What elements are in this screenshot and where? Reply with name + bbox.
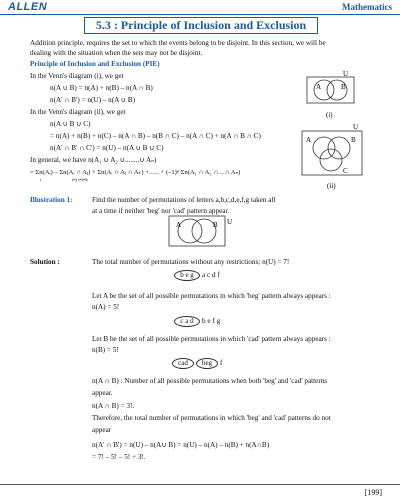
venn-diagram-ii <box>300 122 372 192</box>
solution-intersection-def-2: appear. <box>92 389 113 397</box>
venn-diagram-i <box>306 70 362 120</box>
venn2-label: In the Venn's diagram (ii), we get <box>30 108 126 116</box>
solution-final-expression: n(A' ∩ B') = n(U) – n(A∪ B) = n(U) – n(A) – n(B) + n(A∩B) <box>92 441 270 449</box>
solution-intersection-value: n(A ∩ B) = 3!. <box>92 402 135 410</box>
illustration-text-1: Find the number of permutations of letters a,b,c,d,e,f,g taken all <box>92 196 276 204</box>
solution-label: Solution : <box>30 258 60 266</box>
oval-cad: c a d <box>174 316 200 327</box>
ill-venn-a-label: A <box>176 221 182 229</box>
section-title: 5.3 : Principle of Inclusion and Exclusion <box>84 17 318 34</box>
venn-i-u-label: U <box>343 70 349 78</box>
solution-set-b: Let B be the set of all possible permutations in which 'cad' pattern always appears : <box>92 335 331 343</box>
illustration-label: Illustration 1: <box>30 196 73 204</box>
venn-ii-u-label: U <box>353 123 359 131</box>
venn-i-a-label: A <box>316 83 322 91</box>
solution-total-permutations: The total number of permutations without any restrictions; n(U) = 7! <box>92 258 290 266</box>
illustration-text-2: at a time if neither 'beg' nor 'cad' pattern appear. <box>92 207 230 215</box>
oval-f: f <box>220 359 223 367</box>
intro-line-1: Addition principle, requires the set to which the events belong to be disjoint. In this section, we will be <box>30 39 326 47</box>
solution-nb: n(B) = 5! <box>92 346 119 354</box>
brand-logo: ALLEN <box>8 1 48 13</box>
solution-therefore: Therefore, the total number of permutations in which 'beg' and 'cad' patterns do not <box>92 414 331 422</box>
ill-venn-b-label: B <box>213 221 218 229</box>
solution-final-value: = 7! – 5! – 5! + 3!. <box>92 453 146 461</box>
header-divider <box>0 14 400 15</box>
equation-union-three-expansion: = n(A) + n(B) + n(C) – n(A ∩ B) – n(B ∩ C) – n(A ∩ C) + n(A ∩ B ∩ C) <box>50 132 261 140</box>
equation-union-two: n(A ∪ B) = n(A) + n(B) – n(A ∩ B) <box>50 84 153 92</box>
intro-line-2: dealing with the situation when the sets may not be disjoint. <box>30 49 203 57</box>
page-number: [199] <box>364 488 382 497</box>
pie-heading: Principle of Inclusion and Exclusion (PIE) <box>30 60 160 68</box>
equation-union-three: n(A ∪ B ∪ C) <box>50 120 91 128</box>
oval-beg-2: beg <box>196 358 218 369</box>
equation-complement-two: n(A' ∩ B') = n(U) – n(A ∪ B) <box>50 96 135 104</box>
solution-na: n(A) = 5! <box>92 303 120 311</box>
footer-divider <box>0 484 400 485</box>
general-statement: In general, we have n(A₁ ∪ A₂ ∪........∪ Aₙ) <box>30 156 157 164</box>
solution-set-a: Let A be the set of all possible permutations in which 'beg' pattern always appears : <box>92 292 331 300</box>
subject-label: Mathematics <box>342 2 392 12</box>
solution-intersection-def: n(A ∩ B) : Number of all possible permutations when both 'beg' and 'cad' patterns <box>92 377 328 385</box>
venn-ii-caption: (ii) <box>327 182 336 190</box>
venn-ii-a-label: A <box>306 136 312 144</box>
venn-i-b-label: B <box>341 83 346 91</box>
equation-complement-three: n(A' ∩ B' ∩ C') = n(U) – n(A ∪ B ∪ C) <box>50 144 164 152</box>
oval-cad-rest: b e f g <box>202 317 221 325</box>
general-formula: = Σn(Aᵢ) – Σn(Aᵢ ∩ Aⱼ) + Σn(Aᵢ ∩ Aⱼ ∩ Aₖ) +...... + (–1)ⁿ Σn(A₁ ∩ A₂ ∩....∩ Aₙ) <box>30 169 241 176</box>
venn-ii-c-label: C <box>343 167 348 175</box>
solution-therefore-2: appear <box>92 426 112 434</box>
venn-i-caption: (i) <box>326 111 333 119</box>
oval-beg: b e g <box>174 270 200 281</box>
general-formula-subscripts: i≠j i≠j≠k <box>72 177 88 182</box>
oval-beg-rest: a c d f <box>202 271 220 279</box>
general-formula-subscript-i: i <box>40 177 42 182</box>
venn-ii-b-label: B <box>351 136 356 144</box>
ill-venn-u-label: U <box>227 218 233 226</box>
illustration-venn-diagram <box>168 214 238 248</box>
oval-cad-2: cad <box>172 358 194 369</box>
venn1-label: In the Venn's diagram (i), we get <box>30 72 124 80</box>
